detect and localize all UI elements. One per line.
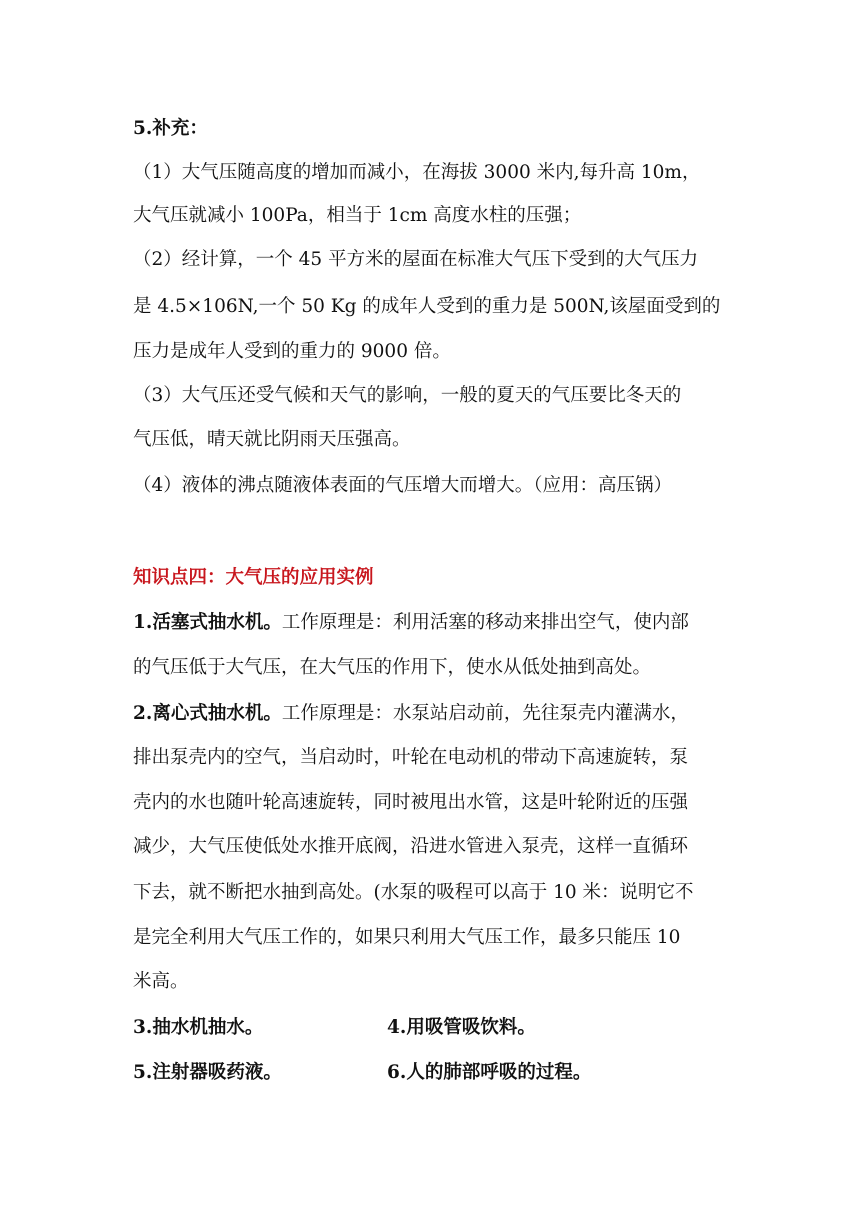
section4-p1-line1 bbox=[133, 611, 733, 635]
section4-item3: 3.抽水机抽水。 bbox=[133, 1017, 264, 1038]
section4-item5: 5.注射器吸药液。 bbox=[133, 1062, 282, 1083]
section4-p2-line2: 排出泵壳内的空气，当启动时，叶轮在电动机的带动下高速旋转，泵 bbox=[133, 747, 689, 768]
section4-item6: 6.人的肺部呼吸的过程。 bbox=[387, 1062, 592, 1083]
supplement-item4-line1: （4）液体的沸点随液体表面的气压增大而增大。（应用：高压锅） bbox=[133, 475, 673, 496]
supplement-item2-line3: 压力是成年人受到的重力的 9000 倍。 bbox=[133, 341, 451, 362]
supplement-item1-line2: 大气压就减小 100Pa，相当于 1cm 高度水柱的压强； bbox=[133, 205, 582, 226]
section4-p2-line6: 是完全利用大气压工作的，如果只利用大气压工作，最多只能压 10 bbox=[133, 927, 681, 948]
section4-p1-text1: 工作原理是：利用活塞的移动来排出空气，使内部 bbox=[281, 612, 689, 633]
supplement-item2-line2: 是 4.5×106N,一个 50 Kg 的成年人受到的重力是 500N,该屋面受到的 bbox=[133, 296, 721, 317]
supplement-item3-line1: （3）大气压还受气候和天气的影响，一般的夏天的气压要比冬天的 bbox=[133, 385, 682, 406]
supplement-item1-line1: （1）大气压随高度的增加而减小，在海拔 3000 米内,每升高 10m， bbox=[133, 162, 701, 183]
section4-p1-title: 1.活塞式抽水机。 bbox=[133, 612, 282, 633]
section4-p2-line3: 壳内的水也随叶轮高速旋转，同时被甩出水管，这是叶轮附近的压强 bbox=[133, 792, 689, 813]
section4-p2-title: 2.离心式抽水机。 bbox=[133, 703, 282, 724]
supplement-item2-line1: （2）经计算，一个 45 平方米的屋面在标准大气压下受到的大气压力 bbox=[133, 249, 699, 270]
section4-row-3-4 bbox=[133, 1016, 733, 1040]
section4-row-5-6 bbox=[133, 1061, 733, 1085]
section4-p2-line4: 减少，大气压使低处水推开底阀，沿进水管进入泵壳，这样一直循环 bbox=[133, 836, 689, 857]
section4-p1-line2: 的气压低于大气压，在大气压的作用下，使水从低处抽到高处。 bbox=[133, 657, 652, 678]
section4-item4: 4.用吸管吸饮料。 bbox=[387, 1017, 536, 1038]
section4-p2-text1: 工作原理是：水泵站启动前，先往泵壳内灌满水， bbox=[281, 703, 689, 724]
section4-heading: 知识点四：大气压的应用实例 bbox=[133, 567, 374, 588]
supplement-heading: 5.补充： bbox=[133, 118, 208, 139]
section4-p2-line7: 米高。 bbox=[133, 971, 189, 992]
section4-p2-line5: 下去，就不断把水抽到高处。(水泵的吸程可以高于 10 米：说明它不 bbox=[133, 882, 694, 903]
supplement-item3-line2: 气压低，晴天就比阴雨天压强高。 bbox=[133, 429, 411, 450]
section4-p2-line1 bbox=[133, 702, 733, 726]
